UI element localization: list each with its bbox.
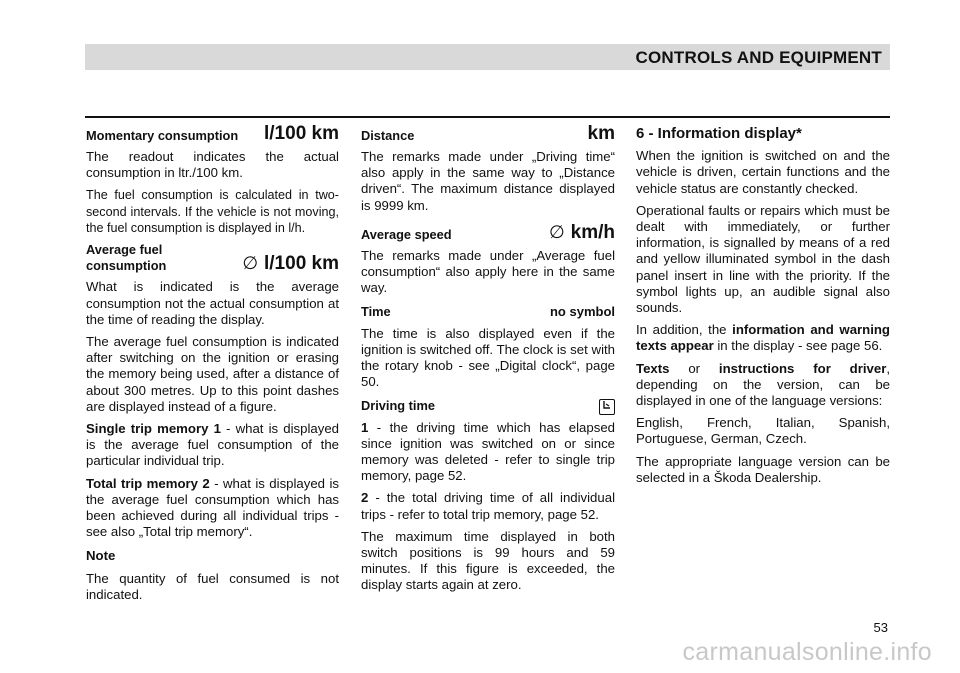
average-unit: l/100 km	[264, 253, 339, 275]
info-text-3b: information and warning texts appear	[636, 322, 890, 354]
single-trip-desc: - what is displayed is the average fuel consumption of the particular individual trip.	[86, 421, 339, 469]
driving-text-3: The maximum time displayed in both switch positions is 99 hours and 59 minutes. If this figure is exceeded, the display starts again at zero.	[361, 528, 615, 593]
driving-desc-1: - the driving time which has elapsed since ignition was switched on or since memory was deleted - refer to single trip memory, page 52.	[361, 419, 615, 484]
total-trip-text	[86, 476, 339, 541]
watermark: carmanualsonline.info	[682, 638, 932, 666]
speed-unit: km/h	[570, 221, 615, 243]
diameter-icon: ∅	[242, 253, 258, 274]
info-text-3a: In addition, the	[636, 322, 733, 338]
average-heading	[86, 242, 339, 274]
info-text-6: The appropriate language version can be selected in a Škoda Dealership.	[636, 453, 890, 485]
driving-num-2: 2	[361, 490, 369, 506]
clock-icon	[599, 399, 615, 415]
driving-text-2	[361, 490, 615, 522]
driving-text-1	[361, 420, 615, 485]
info-text-3	[636, 322, 890, 354]
info-text-4b: or	[669, 360, 719, 376]
column-1	[86, 124, 339, 609]
speed-label: Average speed	[361, 226, 452, 242]
time-symbol: no symbol	[549, 304, 615, 320]
info-text-2: Operational faults or repairs which must be dealt with immediately, or further information, is signalled by means of a red and yellow illuminated symbol in the dash panel insert in line with the priority. If the symbol lights up, an audible signal also sounds.	[636, 202, 890, 316]
distance-label: Distance	[361, 127, 415, 143]
page-number: 53	[873, 620, 888, 635]
distance-text: The remarks made under „Driving time“ also apply in the same way to „Distance driven“. The maximum distance displayed is 9999 km.	[361, 149, 615, 213]
momentary-text-1: The readout indicates the actual consumption in ltr./100 km.	[86, 149, 339, 181]
info-text-3c: in the display - see page 56.	[713, 338, 883, 354]
info-text-4c: instructions for driver	[718, 360, 887, 376]
info-text-5: English, French, Italian, Spanish, Portuguese, German, Czech.	[636, 415, 890, 447]
average-text-2: The average fuel consumption is indicated after switching on the ignition or erasing the memory being used, after a distance of about 300 metres. Up to this point dashes are displayed instead of a figure.	[86, 334, 339, 414]
info-text-4a: Texts	[636, 360, 670, 376]
note-text: The quantity of fuel consumed is not indicated.	[86, 570, 339, 602]
info-text-1: When the ignition is switched on and the vehicle is driven, certain functions and the vehicle status are constantly checked.	[636, 148, 890, 196]
driving-num-1: 1	[361, 419, 369, 435]
momentary-unit: l/100 km	[264, 123, 339, 144]
distance-heading	[361, 124, 615, 144]
average-text-1: What is indicated is the average consumption not the actual consumption at the time of reading the display.	[86, 279, 339, 327]
note-title: Note	[86, 548, 116, 564]
distance-unit: km	[587, 123, 615, 144]
driving-label: Driving time	[361, 398, 435, 414]
momentary-heading	[86, 124, 339, 144]
speed-unit-group	[549, 222, 615, 243]
average-label: Average fuel consumption	[86, 242, 167, 274]
momentary-text-2: The fuel consumption is calculated in two-second intervals. If the vehicle is not moving, the fuel consumption is displayed in l/h.	[86, 188, 339, 235]
single-trip-text	[86, 421, 339, 470]
header-bar	[85, 44, 890, 70]
diameter-icon: ∅	[548, 221, 565, 242]
info-display-title: 6 - Information display*	[636, 125, 802, 142]
momentary-label: Momentary consumption	[86, 127, 239, 143]
divider-rule	[85, 116, 890, 118]
single-trip-label: Single trip memory 1	[86, 421, 221, 437]
speed-text: The remarks made under „Average fuel consumption“ also apply here in the same way.	[361, 247, 615, 296]
time-heading	[361, 304, 615, 320]
total-trip-desc: - what is displayed is the average fuel consumption which has been achieved during all individual trips - see also „Total trip memory“.	[86, 475, 339, 540]
section-title: CONTROLS AND EQUIPMENT	[635, 48, 882, 67]
info-text-4d: , depending on the version, can be displayed in one of the language versions:	[636, 360, 890, 409]
info-text-4	[636, 361, 890, 410]
speed-heading	[361, 222, 615, 243]
column-3	[636, 124, 890, 492]
column-2	[361, 124, 615, 600]
average-unit-group	[242, 253, 339, 274]
time-label: Time	[361, 304, 391, 320]
driving-heading	[361, 398, 615, 414]
driving-desc-2: - the total driving time of all individual trips - refer to total trip memory, page 52.	[361, 490, 615, 522]
total-trip-label: Total trip memory 2	[86, 475, 210, 491]
time-text: The time is also displayed even if the ignition is switched off. The clock is set with the rotary knob - see „Digital clock“, page 50.	[361, 325, 615, 390]
